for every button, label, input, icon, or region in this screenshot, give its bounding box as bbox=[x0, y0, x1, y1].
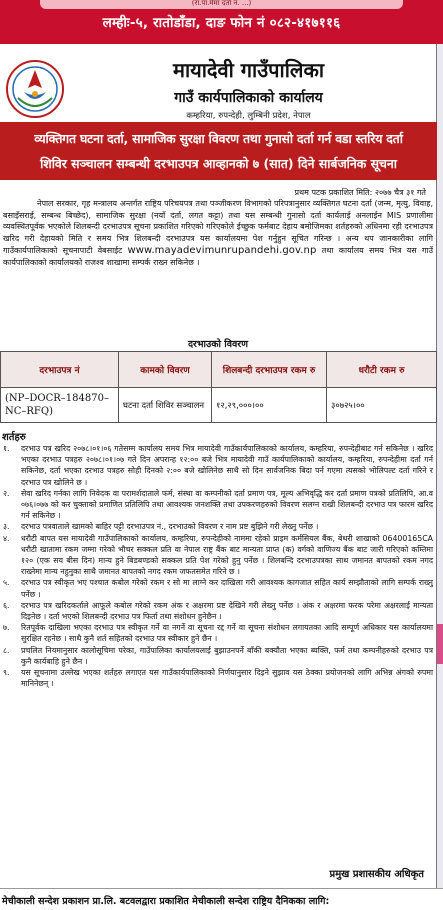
term-item bbox=[3, 533, 433, 578]
notice-title-line2: शिविर सञ्चालन सम्बन्धी दरभाउपत्र आव्हानको ७ (सात) दिने सार्बजनिक सूचना bbox=[40, 156, 397, 171]
notice-card bbox=[0, 44, 437, 888]
cell-deposit-amount: ३०७२५।०० bbox=[327, 388, 437, 423]
footer-text: मेचीकाली सन्देश प्रकाशन प्रा.लि. बटवलद्वारा प्रकाशित मेचीकाली सन्देश राष्ट्रिय दैनिकका लागि: bbox=[2, 896, 330, 907]
nepal-emblem-logo bbox=[4, 58, 66, 120]
term-text: प्रचलित नियमानुसार कालोसूचिमा परेका, गाउँपालिका कार्यालयलाई बुझाउनपर्ने बाँकी बक्यौता भएका ब्यक्ति, फर्म तथा कम्पनीहरुको दरभाउ पत्र कुनै कार्यबाहि हुने छैन । bbox=[21, 645, 433, 666]
term-text: दरभाउ पत्र खरिद २०७८।०१।०६ गतेसम्म कार्यालय समय भित्र मायादेवी गाउँकार्यपालिकाको कार्यालय, कम्हरिया, रुपन्देहीबाट गर्न सकिनेछ । खरिद भएका दरभाउ पत्रहरु २०७८।०१।०७ गते दिन अपरान्ह १२:०० बजे भित्र मायादेवी गाउँ कार्यपालिकाको कार्यालय, कम्हरिया, रुपन्देहीमा दर्ता गर्न सकिनेछ, दर्ता भएका दरभाउ पत्रहरु सोही दिनको २:०० बजे खोलिनेछ साथै सो दिन सार्वजनिक बिदा पर्न गएमा त्यसको भोलिपल्ट दर्ता गरिने र दरभाउ पत्र खोलिने छ । bbox=[21, 444, 433, 487]
header-deposit-amount: धरौटी रकम रु bbox=[327, 352, 437, 388]
term-number: ६. bbox=[3, 600, 10, 610]
term-item bbox=[3, 443, 433, 488]
tender-table bbox=[0, 351, 437, 423]
table-row bbox=[1, 388, 437, 423]
term-item bbox=[3, 667, 433, 689]
terms-heading: शर्तहरु bbox=[2, 432, 26, 443]
adjacent-page-ad-fragment bbox=[437, 624, 443, 664]
term-text: यस सूचनामा उल्लेख भएका शर्तहरु लगाएत यस गाउँकार्यपालिकाको निर्णयानुसार दिइने सुझाव यस ठेक्का प्रयोजनको लागि अभिन्न अंगको रुपमा मानिनेछन् । bbox=[21, 668, 433, 689]
header-work-description: कामको विवरण bbox=[119, 352, 212, 388]
ribbon-text: (रा.पा.मेमा दर्ता नं. ...) bbox=[191, 0, 252, 7]
intro-text-2: तथा कार्यालय समय भित्र यस गाउँ कार्यपालिकाको कार्यालयको राजश्व शाखामा सम्पर्क राख्न सकिनेछ । bbox=[3, 245, 433, 267]
term-item bbox=[3, 577, 433, 599]
top-banner bbox=[0, 0, 443, 44]
intro-paragraph bbox=[3, 198, 433, 268]
term-text: दरभाउ पत्र खरिदकर्ताले आफूले कबोल गरेको रकम अंक र अक्षरमा प्रष्ट देखिने गरी लेख्नु पर्नेछ । अंक र अक्षरमा फरक परेमा अक्षरलाई मान्यता दिइनेछ । दर्ता भएको शिलबन्दी दरभाउ पत्र फिर्ता तथा संशोधन हुनेछैन । bbox=[21, 600, 433, 622]
term-text: सेवा खरिद गर्नका लागि निवेदक वा परामर्शदाताले फर्म, संस्था वा कम्पनीको दर्ता प्रमाण पत्र, मूल्य अभिवृद्धि कर दर्ता प्रमाण पत्रको प्रतिलिपि, आ.व ०७६।०७७ को कर चुक्ताको प्रमाणित प्रतिलिपि तथा आवश्यक जनशक्ति तथा उपकरणहरुको विवरण सलग्न राखी शिलबन्दी दरभाउ पत्र फारम खरिद गर्न सकिनेछ । bbox=[21, 488, 433, 521]
office-name: गाउँ कार्यपालिकाको कार्यालय bbox=[174, 90, 323, 106]
header-tender-amount: शिलबन्दी दरभाउपत्र रकम रु bbox=[212, 352, 327, 388]
term-number: ७. bbox=[3, 623, 10, 633]
term-item bbox=[3, 645, 433, 667]
term-item bbox=[3, 600, 433, 622]
publish-date: प्रथम पटक प्रकाशित मिति: २०७७ चैत्र ३१ गते bbox=[294, 188, 426, 197]
banner-address: लम्हीः-५, रातोडाँडा, दाङ फोन नं ०८२-४१७११६ bbox=[102, 15, 341, 31]
term-number: ४. bbox=[3, 533, 10, 543]
notice-title-line1: व्यक्तिगत घटना दर्ता, सामाजिक सुरक्षा विवरण तथा गुनासो दर्ता गर्न वडा स्तरिय दर्ता bbox=[34, 131, 403, 146]
term-number: ९. bbox=[3, 668, 10, 678]
cell-work-description: घटना दर्ता शिविर सञ्चालन bbox=[119, 388, 212, 423]
term-number: २. bbox=[3, 488, 10, 498]
adjacent-page-strip bbox=[437, 44, 443, 888]
term-item bbox=[3, 622, 433, 644]
term-text: रितपूर्वक दाखिला भएका दरभाउ पत्र स्वीकृत गर्ने वा नगर्ने वा सूचना रद्द गर्ने वा सूचना संशोधन लगायतका आदि सम्पूर्ण अधिकार यस कार्यालयमा सुरक्षित रहनेछ । साथै कुनै शर्त सहितको दरभाउ पत्र स्वीकार हुने छैन । bbox=[21, 623, 433, 644]
header-tender-no: दरभाउपत्र नं bbox=[1, 352, 119, 388]
term-number: ५. bbox=[3, 578, 10, 588]
term-number: ३. bbox=[3, 522, 10, 532]
signatory-title: प्रमुख प्रशासकीय अधिकृत bbox=[329, 869, 424, 880]
terms-list bbox=[3, 443, 433, 689]
term-item bbox=[3, 521, 433, 532]
newspaper-footer bbox=[0, 888, 443, 910]
term-number: ८. bbox=[3, 645, 10, 655]
table-caption: दरभाउको विवरण bbox=[187, 339, 249, 350]
office-location: कम्हरिया, रुपन्देही, लुम्बिनी प्रदेश, नेपाल bbox=[186, 111, 311, 121]
term-number: १. bbox=[3, 444, 10, 453]
term-text: दरभाउ पत्र स्वीकृत भए पश्चात कबोल गरेको रकम र सो मा लाग्ने कर दाखिला गरी आवश्यक कागजात सहित कार्य सम्झौताको लागि सम्पर्क राख्नु पर्नेछ । bbox=[21, 578, 433, 599]
term-text: धरौटी बापत यस मायादेवी गाउँपालिकाको कार्यालय, कम्हरिया, रुपन्देहीको नाममा रहेको प्राइम कर्मसियल बैंक, बेथरी शाखाको 06400165CA धरौटी खातामा रकम जम्मा गरेको भौचर सक्कल प्रति वा नेपाल राष्ट्र बैंक बाट मान्यता प्राप्त (क) वर्गको वाणिज्य बैंक बाट जारी गरिएको कम्तिमा १२० (एक सय बीस दिन) मान्य हुने बिडबण्डको सक्कल प्रति पेश गरेको हुनु पर्नेछ । शिलबन्दि दरभाउपत्रका साथ जमानत बापतको रकम नगद राख्नेमा मान्य नहुनुका साथै जमानत बापतको नगद रकम जफतसमेत गरिने छ । bbox=[21, 533, 433, 577]
notice-title bbox=[0, 122, 437, 180]
gaunpalika-name: मायादेवी गाउँपालिका bbox=[172, 58, 325, 82]
term-text: दरभाउ पत्रवाताले खामको बाहिर पट्टी दरभाउपत्र नं., दरभाउको विवरण र नाम प्रष्ट बुझिने गरी लेख्नु पर्नेछ । bbox=[21, 522, 319, 532]
intro-text-1: नेपाल सरकार, गृह मन्त्रालय अन्तर्गत राष्ट्रिय परिचयपत्र तथा पञ्जीकरण विभागको परिपत्रानुसार व्यक्तिगत घटना दर्ता (जन्म, मृत्यु, विवाह, बसाइँसराई, सम्बन्ध बिच्छेद), सामाजिक सुरक्षा (नयाँ दर्ता, लगत कट्टा) तथा यस सम्बन्धी गुनासो दर्ता कार्यलाई अनलाईन MIS प्रणालीमा व्यवस्थितपूर्वक भएकोले शिलबन्दी दरभाउपत्र सूचना प्रकाशित गरिएको गरिएकोले ईच्छुक फर्मबाट देहाय बमोजिमका शर्तहरुको अधिनमा रही दरभाउपत्र खरिद गरी देहायको मिति र समय भित्र शिलबन्दी दरभाउपत्र यस कार्यालयमा पेश गर्नुहुन सूचित गरिन्छ । अन्य थप जानकारीका लागि गाउँकार्यपालिकाको सूचनापाटी वेबसाईट bbox=[3, 199, 433, 255]
table-header-row bbox=[1, 352, 437, 388]
website-link[interactable]: www.mayadevimunrupandehi.gov.np bbox=[127, 244, 317, 256]
term-item bbox=[3, 488, 433, 522]
cell-tender-amount: १२,२९,०००।०० bbox=[212, 388, 327, 423]
cell-tender-no: (NP–DOCR–184870–NC–RFQ) bbox=[1, 388, 119, 423]
banner-ribbon bbox=[40, 0, 403, 9]
